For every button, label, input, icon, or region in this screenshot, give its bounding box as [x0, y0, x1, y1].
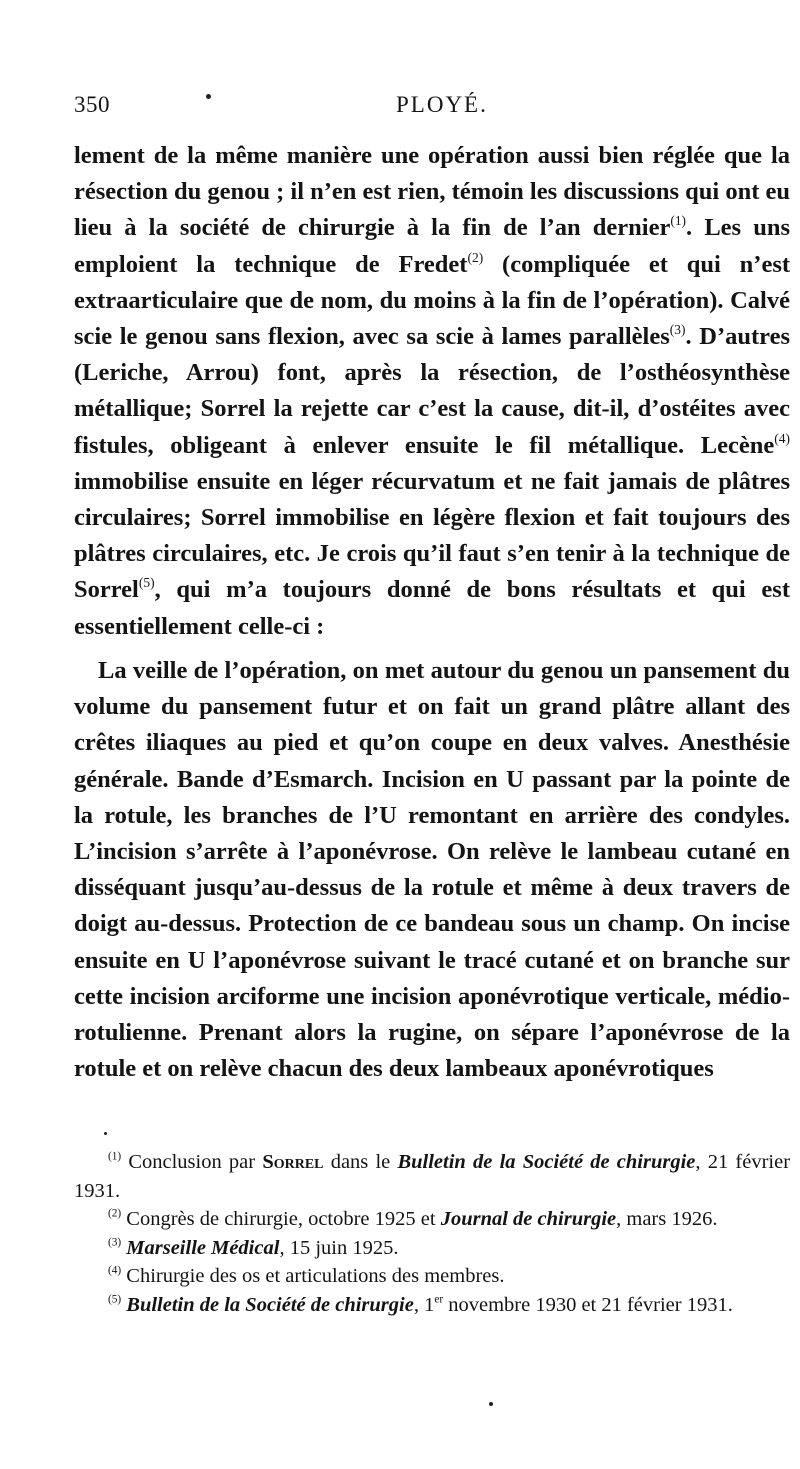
speck-mark — [104, 1132, 107, 1135]
paragraph-1 — [74, 138, 790, 645]
page-number: 350 — [74, 92, 110, 117]
note-text: novembre 1930 et 21 février 1931. — [443, 1293, 733, 1316]
footnote-4 — [74, 1262, 790, 1291]
footnotes — [74, 1148, 790, 1319]
footnote-2 — [74, 1205, 790, 1234]
footnote-ref-5: (5) — [138, 575, 155, 591]
note-text: , 21 février 1931. — [74, 1151, 791, 1202]
speck-mark — [489, 1402, 493, 1406]
footnote-ref-2: (2) — [467, 249, 484, 265]
speck-mark — [206, 94, 211, 99]
footnote-mark: (5) — [108, 1293, 122, 1306]
note-text: Chirurgie des os et articulations des membres. — [126, 1265, 505, 1287]
text-span: . D’autres (Leriche, Arrou) font, après la résection, de l’osthéosynthèse métallique; Sorrel la rejette car c’est la cause, dit-il, d’ostéites avec fistules, obligeant à enlever ensuite le fil métallique. Lecène — [74, 323, 790, 459]
footnote-3 — [74, 1234, 790, 1263]
footnote-mark: (1) — [108, 1150, 122, 1163]
text-span: lement de la même manière une opération aussi bien réglée que la résection du genou ; il n’en est rien, témoin les discussions qui ont eu lieu à la société de chirurgie à la fin de l’an dernier — [74, 142, 790, 242]
running-head — [74, 92, 760, 126]
note-source: Marseille Médical — [126, 1236, 280, 1259]
text-span: , qui m’a toujours donné de bons résultats et qui est essentiellement celle-ci : — [74, 576, 790, 640]
footnote-mark: (3) — [108, 1236, 122, 1249]
note-author: Sorrel — [262, 1151, 324, 1173]
footnote-ref-1: (1) — [670, 213, 687, 229]
note-text: dans le — [323, 1151, 398, 1173]
note-source: Journal de chirurgie — [440, 1208, 617, 1230]
note-text: Conclusion par — [128, 1151, 263, 1173]
footnote-5 — [74, 1291, 790, 1320]
footnote-mark: (4) — [108, 1264, 122, 1277]
note-text: Congrès de chirurgie, octobre 1925 et — [126, 1208, 441, 1230]
text-span: immobilise ensuite en léger récurvatum et ne fait jamais de plâtres circulaires; Sorrel immobilise en légère flexion et fait toujours des plâtres circulaires, etc. Je crois qu’il faut s’en tenir à la technique de Sorrel — [74, 467, 790, 604]
text-span: . Les uns emploient la technique de Fredet — [74, 214, 791, 278]
paragraph-2: La veille de l’opération, on met autour du genou un pansement du volume du pansement futur et on fait un grand plâtre allant des crêtes iliaques au pied et qu’on coupe en deux valves. Anesthésie générale. Bande d’Esmarch. Incision en U passant par la pointe de la rotule, les branches de l’U remontant en arrière des condyles. L’incision s’arrête à l’aponévrose. On relève le lambeau cutané en disséquant jusqu’au-dessus de la rotule et même à deux travers de doigt au-dessus. Protection de ce bandeau sous un champ. On incise ensuite en U l’aponévrose suivant le tracé cutané et on branche sur cette incision arciforme une incision aponévrotique verticale, médio-rotulienne. Prenant alors la rugine, on sépare l’aponévrose de la rotule et on relève chacun des deux lambeaux aponévrotiques — [74, 657, 790, 1083]
footnote-mark: (2) — [108, 1207, 122, 1220]
running-title: PLOYÉ. — [396, 92, 488, 117]
note-text: , 1 — [413, 1293, 435, 1316]
note-text: , 15 juin 1925. — [279, 1236, 399, 1259]
footnote-1 — [74, 1148, 790, 1205]
note-source: Bulletin de la Société de chirurgie — [397, 1151, 696, 1173]
footnote-ref-4: (4) — [774, 430, 790, 446]
text-span: (compliquée et qui n’est extraarticulaire que de nom, du moins à la fin de l’opération). Calvé scie le genou sans flexion, avec sa scie à lames parallèles — [74, 250, 791, 351]
note-text: , mars 1926. — [616, 1208, 718, 1230]
note-source: Bulletin de la Société de chirurgie — [126, 1293, 414, 1316]
ordinal-suffix: er — [434, 1293, 444, 1306]
footnote-ref-3: (3) — [669, 321, 686, 337]
